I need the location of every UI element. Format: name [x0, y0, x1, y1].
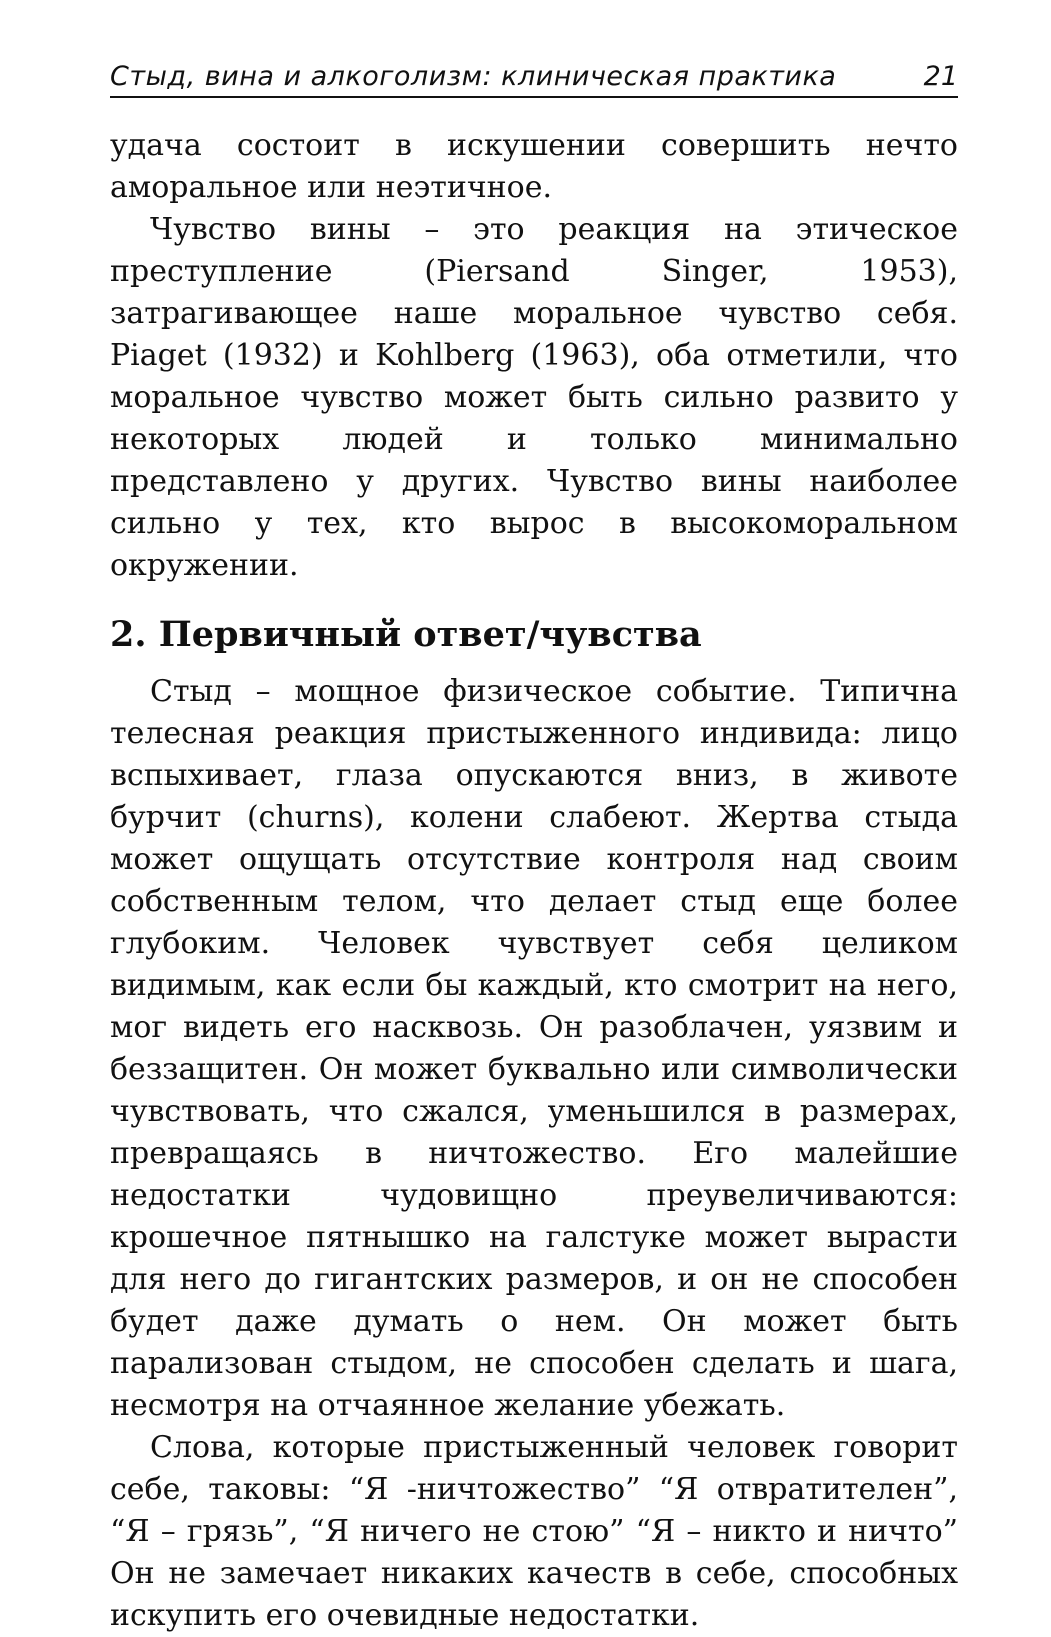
section-heading: 2. Первичный ответ/чувства	[110, 614, 702, 655]
page-number: 21	[923, 61, 958, 92]
paragraph-shame-words: Слова, которые пристыженный человек говорит себе, таковы: “Я -ничтожество” “Я отвратителен”, “Я – грязь”, “Я ничего не стою” “Я – никто и ничто” Он не замечает никаких качеств в себе, способных искупить его очевидные недостатки.	[110, 1430, 958, 1633]
paragraph-guilt: Чувство вины – это реакция на этическое преступление (Piersand Singer, 1953), затрагивающее наше моральное чувство себя. Piaget (1932) и Kohlberg (1963), оба отметили, что моральное чувство может быть сильно развито у некоторых людей и только минимально представлено у других. Чувство вины наиболее сильно у тех, кто вырос в высокоморальном окружении.	[110, 212, 958, 583]
running-title: Стыд, вина и алкоголизм: клиническая практика	[110, 61, 837, 92]
paragraph-continued: удача состоит в искушении совершить нечто аморальное или неэтичное.	[110, 128, 958, 205]
running-header	[110, 52, 958, 98]
book-page	[110, 52, 958, 1637]
page-body	[110, 125, 958, 1637]
paragraph-shame-physical: Стыд – мощное физическое событие. Типична телесная реакция пристыженного индивида: лицо вспыхивает, глаза опускаются вниз, в животе бурчит (churns), колени слабеют. Жертва стыда может ощущать отсутствие контроля над своим собственным телом, что делает стыд еще более глубоким. Человек чувствует себя целиком видимым, как если бы каждый, кто смотрит на него, мог видеть его насквозь. Он разоблачен, уязвим и беззащитен. Он может буквально или символически чувствовать, что сжался, уменьшился в размерах, превращаясь в ничтожество. Его малейшие недостатки чудовищно преувеличиваются: крошечное пятнышко на галстуке может вырасти для него до гигантских размеров, и он не способен будет даже думать о нем. Он может быть парализован стыдом, не способен сделать и шага, несмотря на отчаянное желание убежать.	[110, 674, 958, 1423]
